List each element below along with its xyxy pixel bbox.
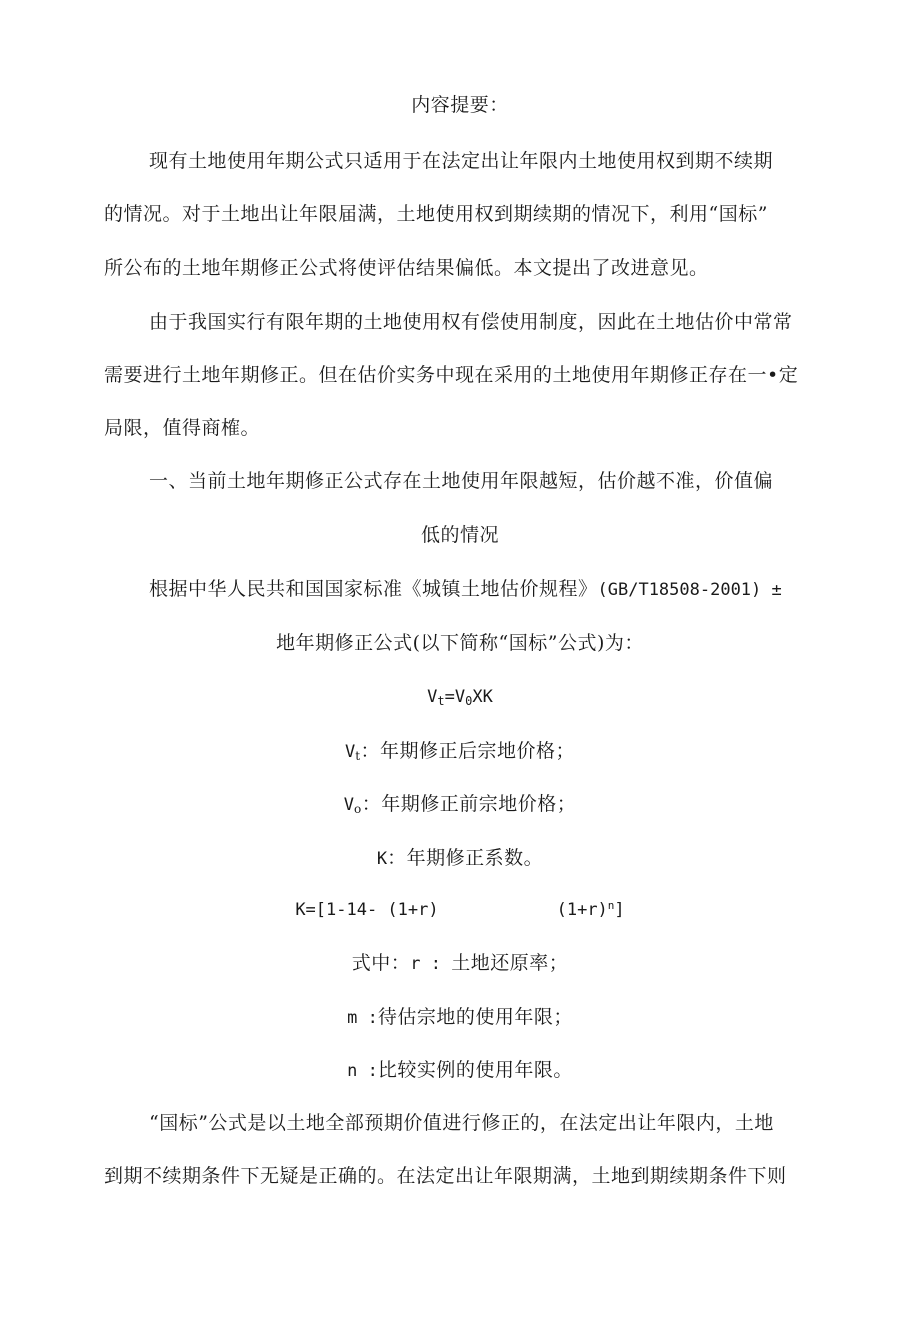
def-vt-sub: t — [355, 749, 361, 763]
param-n-symbol: n : — [347, 1061, 378, 1081]
def-k-symbol: K — [376, 849, 388, 869]
formula-k — [0, 898, 920, 922]
standard-code: (GB/T18508-2001) ± — [597, 580, 782, 600]
intro-line-1: 由于我国实行有限年期的土地使用权有偿使用制度，因此在土地估价中常常 — [149, 311, 793, 333]
def-vo — [0, 792, 920, 817]
param-r-prefix: 式中： — [351, 952, 411, 974]
formula-vt-sub: t — [437, 694, 445, 708]
conclusion-line-1: “国标”公式是以土地全部预期价值进行修正的，在法定出让年限内，土地 — [149, 1112, 774, 1134]
formula-vt-zero: 0 — [465, 694, 473, 708]
param-n-text: 比较实例的使用年限。 — [377, 1059, 573, 1081]
param-m-text: 待估宗地的使用年限； — [377, 1006, 573, 1028]
def-vt-symbol: V — [344, 742, 356, 762]
formula-k-left: K=[1-14- (1+r) — [295, 900, 439, 920]
standard-line-1-text: 根据中华人民共和国国家标准《城镇土地估价规程》 — [149, 578, 598, 600]
param-r-symbol: r : — [410, 954, 452, 974]
def-vo-symbol: V — [343, 795, 354, 815]
param-r-text: 土地还原率； — [451, 952, 569, 974]
formula-k-sup: n — [607, 899, 615, 912]
formula-vt — [0, 685, 920, 709]
standard-line-1 — [149, 577, 782, 602]
standard-line-2: 地年期修正公式(以下简称“国标”公式)为： — [276, 632, 644, 654]
def-vt-text: ：年期修正后宗地价格； — [360, 740, 576, 762]
param-n — [0, 1058, 920, 1083]
abstract-line-1: 现有土地使用年期公式只适用于在法定出让年限内土地使用权到期不续期 — [149, 150, 774, 172]
intro-line-2: 需要进行土地年期修正。但在估价实务中现在采用的土地使用年期修正存在一•定 — [104, 364, 799, 386]
conclusion-line-2: 到期不续期条件下无疑是正确的。在法定出让年限期满，土地到期续期条件下则 — [104, 1165, 787, 1187]
formula-vt-rest: XK — [472, 687, 493, 707]
def-vo-text: ：年期修正前宗地价格； — [361, 793, 577, 815]
formula-k-right: (1+r) — [556, 900, 608, 920]
param-r — [0, 951, 920, 976]
formula-vt-v: V — [427, 687, 438, 707]
abstract-line-2: 的情况。对于土地出让年限届满，土地使用权到期续期的情况下，利用“国标” — [104, 203, 768, 225]
def-k-text: ：年期修正系数。 — [387, 847, 544, 869]
def-vo-sub: o — [354, 802, 362, 816]
def-vt — [0, 739, 920, 764]
def-k — [0, 846, 920, 871]
abstract-line-3: 所公布的土地年期修正公式将使评估结果偏低。本文提出了改进意见。 — [104, 257, 709, 279]
intro-line-3: 局限，值得商榷。 — [104, 417, 261, 439]
param-m-symbol: m : — [347, 1008, 378, 1028]
abstract-heading: 内容提要： — [411, 94, 509, 116]
section1-title-line-2: 低的情况 — [420, 524, 499, 546]
param-m — [0, 1005, 920, 1030]
formula-k-close: ] — [614, 900, 625, 920]
section1-title-line-1: 一、当前土地年期修正公式存在土地使用年限越短，估价越不准，价值偏 — [149, 470, 774, 492]
formula-vt-eq: =V — [444, 687, 466, 707]
